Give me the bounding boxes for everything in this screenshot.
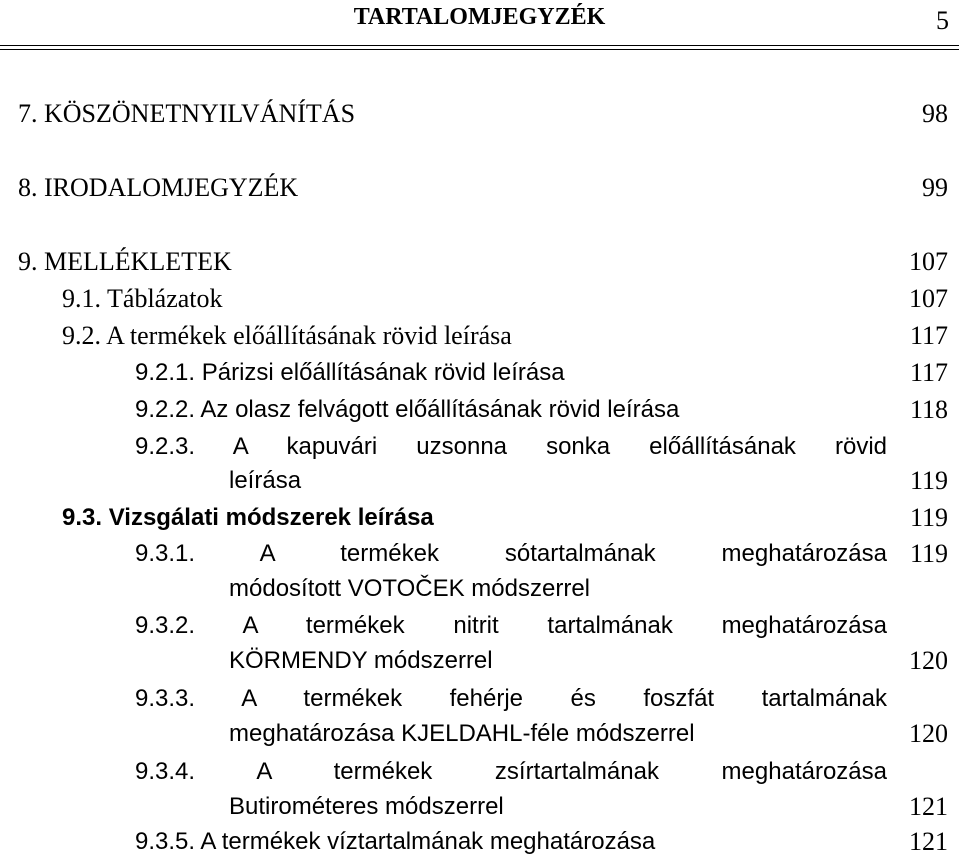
toc-entry-s9-3-1-line2: módosított VOTOČEK módszerrel bbox=[229, 575, 591, 602]
toc-entry-s9-3-page: 119 bbox=[909, 503, 948, 532]
toc-entry-s9-2-2-label: 9.2.2. Az olasz felvágott előállításának rövid leírása bbox=[135, 396, 680, 423]
toc-entry-s9-3-3-line2: meghatározása KJELDAHL-féle módszerrel bbox=[229, 720, 695, 747]
toc-entry-s9-3-4-page: 121 bbox=[909, 792, 948, 821]
header-rule-bottom bbox=[0, 49, 959, 50]
toc-entry-s9-2-3-page: 119 bbox=[909, 466, 948, 495]
toc-entry-s9-2-page: 117 bbox=[909, 321, 948, 350]
toc-entry-s9-3-5-page: 121 bbox=[909, 827, 948, 856]
toc-entry-s9-3-label: 9.3. Vizsgálati módszerek leírása bbox=[62, 504, 434, 531]
toc-entry-ch7-label: 7. KÖSZÖNETNYILVÁNÍTÁS bbox=[18, 99, 356, 128]
toc-entry-s9-3-5-label: 9.3.5. A termékek víztartalmának meghatározása bbox=[135, 828, 656, 855]
header-rule-top bbox=[0, 45, 959, 46]
toc-entry-ch8-label: 8. IRODALOMJEGYZÉK bbox=[18, 173, 299, 202]
toc-entry-s9-3-2-page: 120 bbox=[909, 646, 948, 675]
toc-entry-s9-3-4-line2: Butirométeres módszerrel bbox=[229, 793, 504, 820]
toc-entry-s9-1-label: 9.1. Táblázatok bbox=[62, 284, 223, 313]
toc-entry-s9-2-3-line2: leírása bbox=[229, 467, 302, 494]
toc-entry-s9-3-1-line1: 9.3.1. A termékek sótartalmának meghatározása bbox=[135, 540, 887, 567]
toc-entry-ch7-page: 98 bbox=[922, 99, 948, 128]
toc-entry-ch9-label: 9. MELLÉKLETEK bbox=[18, 247, 232, 276]
toc-entry-s9-3-2-line2: KÖRMENDY módszerrel bbox=[229, 647, 493, 674]
toc-entry-s9-1-page: 107 bbox=[909, 284, 948, 313]
toc-entry-s9-3-4-line1: 9.3.4. A termékek zsírtartalmának meghatározása bbox=[135, 758, 887, 785]
toc-entry-s9-3-2-line1: 9.3.2. A termékek nitrit tartalmának meghatározása bbox=[135, 612, 887, 639]
running-header-title: TARTALOMJEGYZÉK bbox=[353, 4, 606, 30]
toc-entry-s9-2-1-page: 117 bbox=[909, 358, 948, 387]
toc-entry-ch9-page: 107 bbox=[909, 247, 948, 276]
running-header-page-number: 5 bbox=[936, 6, 949, 35]
toc-entry-s9-3-1-page: 119 bbox=[909, 539, 948, 568]
toc-entry-ch8-page: 99 bbox=[922, 173, 948, 202]
toc-entry-s9-3-3-page: 120 bbox=[909, 719, 948, 748]
toc-entry-s9-2-3-line1: 9.2.3. A kapuvári uzsonna sonka előállításának rövid bbox=[135, 433, 887, 460]
toc-entry-s9-2-2-page: 118 bbox=[909, 395, 948, 424]
toc-entry-s9-3-3-line1: 9.3.3. A termékek fehérje és foszfát tartalmának bbox=[135, 685, 887, 712]
toc-entry-s9-2-1-label: 9.2.1. Párizsi előállításának rövid leírása bbox=[135, 359, 565, 386]
toc-entry-s9-2-label: 9.2. A termékek előállításának rövid leírása bbox=[62, 321, 512, 350]
